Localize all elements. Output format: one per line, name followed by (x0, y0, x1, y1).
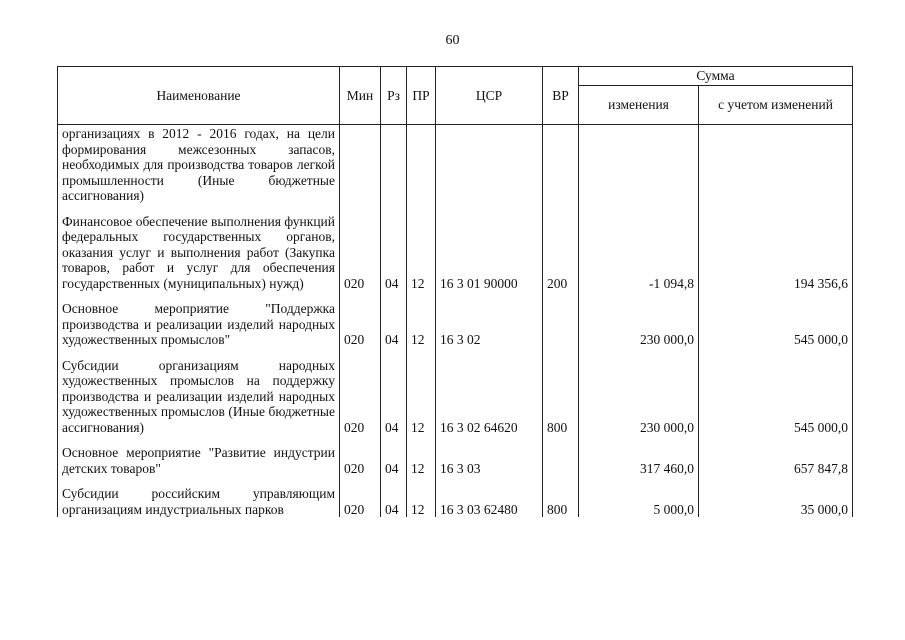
row-change: -1 094,8 (579, 204, 699, 292)
header-vr: ВР (543, 67, 579, 125)
row-change: 5 000,0 (579, 476, 699, 517)
row-rz: 04 (381, 435, 407, 476)
row-vr: 800 (543, 348, 579, 436)
row-pr: 12 (407, 435, 436, 476)
row-total: 657 847,8 (699, 435, 853, 476)
row-change (579, 125, 699, 204)
row-total: 545 000,0 (699, 348, 853, 436)
table-row (58, 291, 853, 348)
row-vr (543, 125, 579, 204)
row-pr (407, 125, 436, 204)
row-total: 545 000,0 (699, 291, 853, 348)
row-pr: 12 (407, 291, 436, 348)
row-vr (543, 435, 579, 476)
row-rz: 04 (381, 204, 407, 292)
row-pr: 12 (407, 476, 436, 517)
row-rz: 04 (381, 476, 407, 517)
row-csr: 16 3 02 64620 (436, 348, 543, 436)
page-number: 60 (445, 33, 460, 48)
header-min: Мин (340, 67, 381, 125)
row-pr: 12 (407, 204, 436, 292)
row-name: Субсидии организациям народных художественных промыслов на поддержку производства и реализации изделий народных художественных промыслов (Иные бюджетные ассигнования) (58, 348, 340, 436)
header-pr: ПР (407, 67, 436, 125)
table-row (58, 476, 853, 517)
row-min: 020 (340, 348, 381, 436)
row-rz (381, 125, 407, 204)
header-csr: ЦСР (436, 67, 543, 125)
row-vr: 200 (543, 204, 579, 292)
row-min: 020 (340, 435, 381, 476)
row-csr (436, 125, 543, 204)
header-name: Наименование (58, 67, 340, 125)
table-row (58, 125, 853, 204)
row-name: организациях в 2012 - 2016 годах, на цели формирования межсезонных запасов, необходимых для производства товаров легкой промышленности (Иные бюджетные ассигнования) (58, 125, 340, 204)
header-with-change: с учетом изменений (699, 86, 853, 125)
table-row (58, 348, 853, 436)
row-csr: 16 3 03 62480 (436, 476, 543, 517)
row-change: 230 000,0 (579, 348, 699, 436)
row-pr: 12 (407, 348, 436, 436)
row-rz: 04 (381, 291, 407, 348)
row-min (340, 125, 381, 204)
header-change: изменения (579, 86, 699, 125)
header-rz: Рз (381, 67, 407, 125)
row-name: Финансовое обеспечение выполнения функций федеральных государственных органов, оказания услуг и выполнения работ (Закупка товаров, работ и услуг для обеспечения государственных (муниципальных) нужд) (58, 204, 340, 292)
row-total: 194 356,6 (699, 204, 853, 292)
row-change: 317 460,0 (579, 435, 699, 476)
table-row (58, 435, 853, 476)
header-sum: Сумма (579, 67, 853, 86)
row-csr: 16 3 02 (436, 291, 543, 348)
budget-table (57, 66, 853, 517)
row-total: 35 000,0 (699, 476, 853, 517)
row-min: 020 (340, 291, 381, 348)
row-total (699, 125, 853, 204)
row-min: 020 (340, 204, 381, 292)
row-name: Основное мероприятие "Поддержка производства и реализации изделий народных художественных промыслов" (58, 291, 340, 348)
row-vr: 800 (543, 476, 579, 517)
row-vr (543, 291, 579, 348)
row-change: 230 000,0 (579, 291, 699, 348)
table-row (58, 204, 853, 292)
row-name: Субсидии российским управляющим организациям индустриальных парков (58, 476, 340, 517)
row-csr: 16 3 03 (436, 435, 543, 476)
row-csr: 16 3 01 90000 (436, 204, 543, 292)
row-rz: 04 (381, 348, 407, 436)
row-min: 020 (340, 476, 381, 517)
row-name: Основное мероприятие "Развитие индустрии детских товаров" (58, 435, 340, 476)
